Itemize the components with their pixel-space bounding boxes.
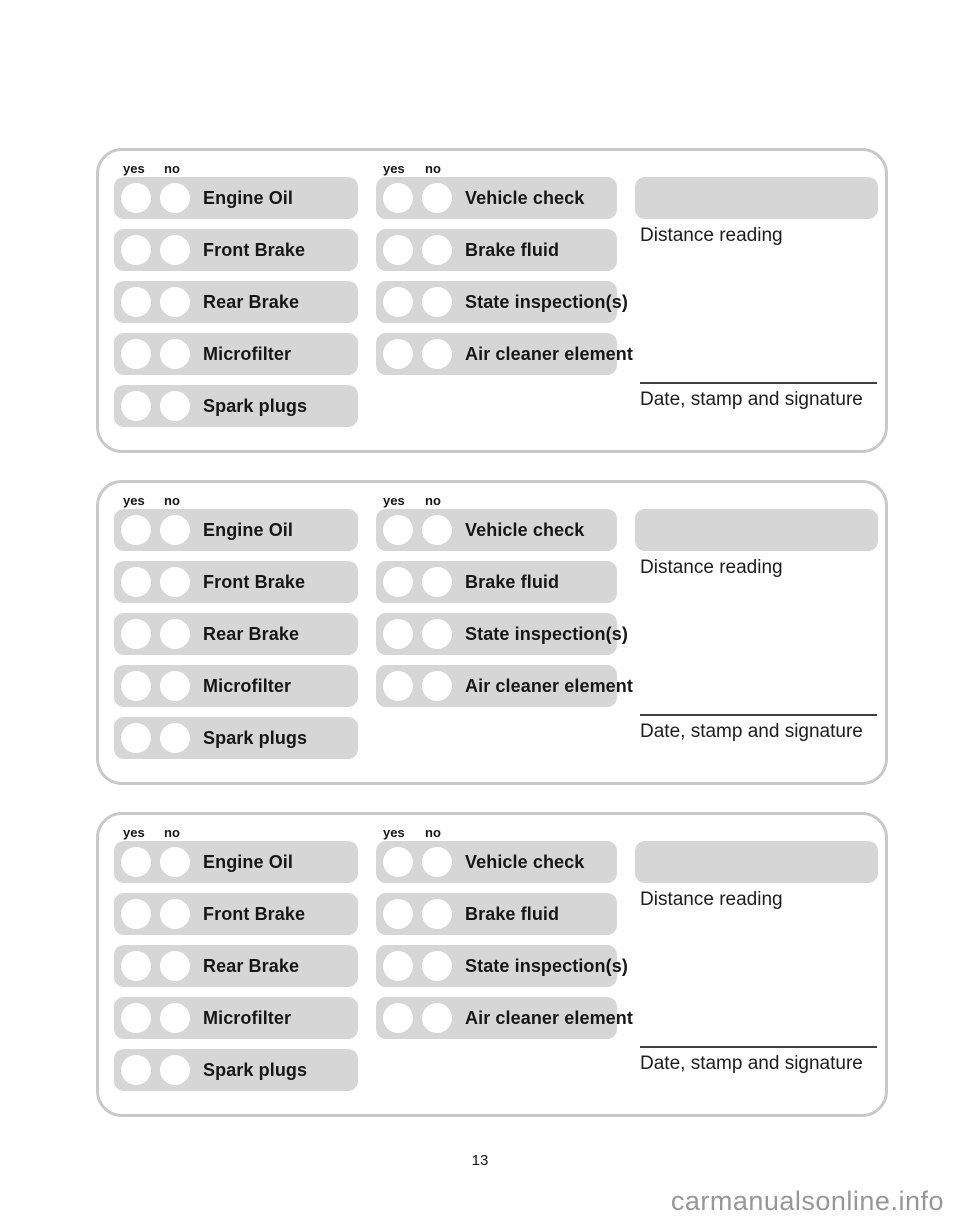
yes-checkbox[interactable] (383, 515, 413, 545)
checklist-row (376, 613, 628, 655)
signature-label: Date, stamp and signature (640, 1053, 863, 1074)
checklist-item-label: Front Brake (203, 571, 306, 592)
checklist-item-label: Brake fluid (465, 571, 560, 592)
checklist-item-label: Vehicle check (465, 851, 585, 872)
yes-checkbox[interactable] (383, 339, 413, 369)
yes-checkbox[interactable] (121, 235, 151, 265)
no-checkbox[interactable] (160, 339, 190, 369)
checklist-row (114, 893, 358, 935)
checklist-item-label: State inspection(s) (465, 623, 628, 644)
checklist-row (114, 717, 358, 759)
page-number: 13 (471, 1152, 489, 1169)
no-checkbox[interactable] (422, 899, 452, 929)
checklist-row (376, 281, 628, 323)
checklist-row (376, 177, 617, 219)
checklist-row (376, 229, 617, 271)
yes-column-header: yes (123, 825, 145, 840)
yes-checkbox[interactable] (383, 847, 413, 877)
no-checkbox[interactable] (422, 235, 452, 265)
checklist-row (114, 229, 358, 271)
distance-reading-label: Distance reading (640, 225, 783, 246)
yes-checkbox[interactable] (121, 1055, 151, 1085)
checklist-row (376, 997, 633, 1039)
yes-checkbox[interactable] (121, 723, 151, 753)
yes-checkbox[interactable] (121, 1003, 151, 1033)
no-checkbox[interactable] (422, 287, 452, 317)
yes-checkbox[interactable] (121, 515, 151, 545)
signature-line (640, 714, 877, 716)
no-checkbox[interactable] (160, 567, 190, 597)
checklist-item-label: Rear Brake (203, 291, 300, 312)
checklist-item-label: Spark plugs (203, 1059, 308, 1080)
no-checkbox[interactable] (422, 567, 452, 597)
yes-checkbox[interactable] (121, 671, 151, 701)
checklist-row (114, 665, 358, 707)
signature-label: Date, stamp and signature (640, 721, 863, 742)
checklist-item-label: Engine Oil (203, 519, 294, 540)
checklist-item-label: Air cleaner element (465, 343, 633, 364)
no-checkbox[interactable] (160, 619, 190, 649)
checklist-item-label: Front Brake (203, 239, 306, 260)
checklist-item-label: Spark plugs (203, 395, 308, 416)
yes-checkbox[interactable] (383, 1003, 413, 1033)
yes-checkbox[interactable] (121, 287, 151, 317)
checklist-item-label: Microfilter (203, 1007, 292, 1028)
yes-checkbox[interactable] (383, 183, 413, 213)
checklist-item-label: Microfilter (203, 675, 292, 696)
checklist-row (114, 561, 358, 603)
checklist-item-label: Front Brake (203, 903, 306, 924)
signature-line (640, 382, 877, 384)
no-checkbox[interactable] (160, 391, 190, 421)
checklist-row (376, 841, 617, 883)
checklist-item-label: Brake fluid (465, 903, 560, 924)
yes-checkbox[interactable] (121, 391, 151, 421)
yes-column-header: yes (383, 161, 405, 176)
checklist-row (376, 509, 617, 551)
checklist-row (114, 333, 358, 375)
checklist-item-label: State inspection(s) (465, 955, 628, 976)
service-record-panels (96, 148, 888, 1144)
no-checkbox[interactable] (160, 1003, 190, 1033)
no-checkbox[interactable] (422, 339, 452, 369)
no-checkbox[interactable] (160, 847, 190, 877)
checklist-row (114, 997, 358, 1039)
yes-checkbox[interactable] (383, 951, 413, 981)
checklist-row (114, 509, 358, 551)
yes-checkbox[interactable] (121, 567, 151, 597)
checklist-item-label: Engine Oil (203, 851, 294, 872)
yes-column-header: yes (383, 493, 405, 508)
distance-reading-field[interactable] (635, 509, 878, 551)
yes-checkbox[interactable] (383, 235, 413, 265)
checklist-row (114, 385, 358, 427)
no-checkbox[interactable] (422, 951, 452, 981)
service-record-panel (96, 148, 888, 453)
no-column-header: no (164, 161, 180, 176)
yes-column-header: yes (123, 161, 145, 176)
no-checkbox[interactable] (160, 723, 190, 753)
checklist-item-label: Rear Brake (203, 955, 300, 976)
checklist-row (114, 281, 358, 323)
yes-checkbox[interactable] (383, 671, 413, 701)
no-checkbox[interactable] (422, 183, 452, 213)
no-column-header: no (425, 493, 441, 508)
service-record-panel (96, 480, 888, 785)
no-column-header: no (425, 161, 441, 176)
no-checkbox[interactable] (422, 671, 452, 701)
yes-checkbox[interactable] (383, 619, 413, 649)
checklist-row (114, 945, 358, 987)
checklist-row (376, 333, 633, 375)
no-checkbox[interactable] (160, 287, 190, 317)
yes-checkbox[interactable] (383, 899, 413, 929)
watermark: carmanualsonline.info (670, 1186, 944, 1216)
yes-column-header: yes (123, 493, 145, 508)
service-record-panel (96, 812, 888, 1117)
checklist-item-label: Brake fluid (465, 239, 560, 260)
checklist-item-label: Air cleaner element (465, 675, 633, 696)
yes-checkbox[interactable] (383, 567, 413, 597)
yes-checkbox[interactable] (121, 339, 151, 369)
no-checkbox[interactable] (422, 1003, 452, 1033)
yes-checkbox[interactable] (121, 899, 151, 929)
checklist-row (376, 893, 617, 935)
checklist-item-label: Engine Oil (203, 187, 294, 208)
signature-label: Date, stamp and signature (640, 389, 863, 410)
checklist-row (376, 945, 628, 987)
no-column-header: no (425, 825, 441, 840)
yes-checkbox[interactable] (121, 619, 151, 649)
checklist-row (376, 665, 633, 707)
yes-checkbox[interactable] (121, 951, 151, 981)
no-checkbox[interactable] (160, 183, 190, 213)
checklist-row (114, 1049, 358, 1091)
checklist-item-label: Microfilter (203, 343, 292, 364)
no-column-header: no (164, 825, 180, 840)
yes-checkbox[interactable] (121, 183, 151, 213)
no-checkbox[interactable] (160, 671, 190, 701)
checklist-item-label: Air cleaner element (465, 1007, 633, 1028)
no-checkbox[interactable] (160, 1055, 190, 1085)
checklist-row (114, 841, 358, 883)
checklist-row (114, 177, 358, 219)
no-checkbox[interactable] (422, 847, 452, 877)
checklist-item-label: Vehicle check (465, 519, 585, 540)
distance-reading-label: Distance reading (640, 557, 783, 578)
checklist-item-label: Spark plugs (203, 727, 308, 748)
no-checkbox[interactable] (160, 515, 190, 545)
yes-checkbox[interactable] (121, 847, 151, 877)
checklist-item-label: State inspection(s) (465, 291, 628, 312)
checklist-row (114, 613, 358, 655)
no-checkbox[interactable] (422, 515, 452, 545)
checklist-row (376, 561, 617, 603)
no-checkbox[interactable] (160, 899, 190, 929)
distance-reading-field[interactable] (635, 841, 878, 883)
distance-reading-field[interactable] (635, 177, 878, 219)
checklist-item-label: Vehicle check (465, 187, 585, 208)
signature-line (640, 1046, 877, 1048)
no-checkbox[interactable] (160, 235, 190, 265)
no-column-header: no (164, 493, 180, 508)
distance-reading-label: Distance reading (640, 889, 783, 910)
yes-column-header: yes (383, 825, 405, 840)
no-checkbox[interactable] (160, 951, 190, 981)
checklist-item-label: Rear Brake (203, 623, 300, 644)
yes-checkbox[interactable] (383, 287, 413, 317)
no-checkbox[interactable] (422, 619, 452, 649)
